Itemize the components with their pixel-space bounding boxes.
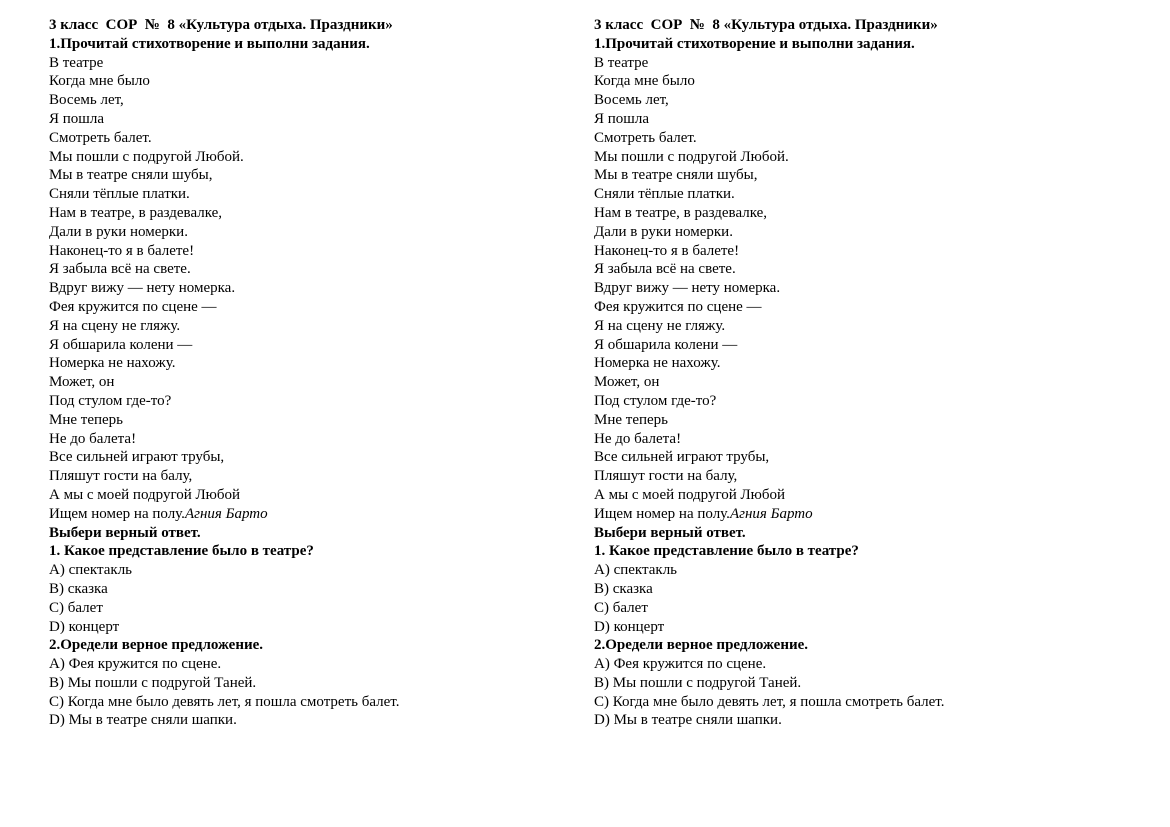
text-run: Пляшут гости на балу, [594, 468, 738, 485]
text-run: Мы пошли с подругой Любой. [594, 148, 789, 165]
text-run: Я обшарила колени — [594, 336, 738, 353]
text-line [49, 166, 579, 185]
text-line [49, 223, 579, 242]
text-run: 3 класс СОР № 8 «Культура отдыха. Праздники» [49, 17, 393, 33]
text-run: Номерка не нахожу. [49, 355, 176, 372]
text-line [594, 467, 1124, 486]
text-run: Мне теперь [49, 411, 124, 428]
text-line [49, 561, 579, 580]
text-run: А) Фея кружится по сцене. [594, 656, 767, 673]
text-line [49, 655, 579, 674]
text-line [594, 204, 1124, 223]
text-line [49, 260, 579, 279]
text-run: Все сильней играют трубы, [49, 449, 225, 466]
text-run: Под стулом где-то? [594, 392, 717, 409]
text-run: А мы с моей подругой Любой [594, 486, 786, 503]
text-run: Я пошла [594, 110, 649, 127]
text-run: Смотреть балет. [49, 129, 152, 146]
text-line [49, 242, 579, 261]
text-line [49, 317, 579, 336]
text-line [594, 430, 1124, 449]
text-run: Когда мне было [49, 73, 150, 90]
text-line [594, 561, 1124, 580]
text-run: Наконец-то я в балете! [594, 242, 740, 259]
text-run: Не до балета! [594, 430, 682, 447]
text-run: Сняли тёплые платки. [49, 186, 190, 203]
text-run: В) сказка [49, 580, 108, 597]
text-line [594, 411, 1124, 430]
text-run: Восемь лет, [594, 92, 669, 109]
text-line [594, 166, 1124, 185]
text-run: 1. Какое представление было в театре? [594, 543, 859, 560]
text-run: Ищем номер на полу. [594, 505, 730, 522]
text-line [49, 636, 579, 655]
text-run: Вдруг вижу — нету номерка. [49, 280, 236, 297]
author-name: Агния Барто [729, 505, 813, 522]
text-line [49, 54, 579, 73]
text-line [594, 674, 1124, 693]
text-run: D) концерт [594, 618, 665, 635]
text-run: Пляшут гости на балу, [49, 468, 193, 485]
text-run: D) концерт [49, 618, 120, 635]
text-line [594, 392, 1124, 411]
text-run: Вдруг вижу — нету номерка. [594, 280, 781, 297]
text-line [594, 185, 1124, 204]
text-line [594, 298, 1124, 317]
text-run: В театре [594, 54, 649, 71]
text-line [49, 16, 579, 35]
text-run: D) Мы в театре сняли шапки. [49, 712, 237, 729]
text-line [49, 542, 579, 561]
text-line [49, 711, 579, 730]
text-line [594, 317, 1124, 336]
text-line [594, 72, 1124, 91]
text-run: Фея кружится по сцене — [49, 298, 217, 315]
text-line [49, 618, 579, 637]
text-run: Смотреть балет. [594, 129, 697, 146]
text-line [594, 91, 1124, 110]
text-run: А) Фея кружится по сцене. [49, 656, 222, 673]
text-run: Ищем номер на полу. [49, 505, 185, 522]
text-line [594, 486, 1124, 505]
text-run: Я забыла всё на свете. [49, 261, 191, 278]
text-run: Нам в театре, в раздевалке, [49, 204, 223, 221]
text-line [594, 636, 1124, 655]
text-run: Наконец-то я в балете! [49, 242, 195, 259]
text-run: Я забыла всё на свете. [594, 261, 736, 278]
text-line [594, 505, 1124, 524]
text-line [49, 72, 579, 91]
text-run: В театре [49, 54, 104, 71]
text-line [594, 580, 1124, 599]
text-run: А мы с моей подругой Любой [49, 486, 241, 503]
text-run: Под стулом где-то? [49, 392, 172, 409]
text-line [49, 486, 579, 505]
text-run: Все сильней играют трубы, [594, 449, 770, 466]
text-line [594, 279, 1124, 298]
worksheet-column-right [594, 16, 1124, 730]
text-line [594, 618, 1124, 637]
text-run: Может, он [49, 374, 115, 391]
text-line [594, 711, 1124, 730]
text-line [49, 693, 579, 712]
text-run: В) сказка [594, 580, 653, 597]
text-line [49, 392, 579, 411]
text-line [49, 110, 579, 129]
text-run: 1. Какое представление было в театре? [49, 543, 314, 560]
text-line [594, 373, 1124, 392]
text-run: Не до балета! [49, 430, 137, 447]
text-line [49, 91, 579, 110]
text-line [594, 336, 1124, 355]
text-line [49, 599, 579, 618]
text-line [49, 354, 579, 373]
text-run: Дали в руки номерки. [49, 223, 188, 240]
text-line [49, 674, 579, 693]
text-line [49, 148, 579, 167]
text-run: А) спектакль [594, 562, 678, 579]
text-run: Я на сцену не гляжу. [594, 317, 726, 334]
author-name: Агния Барто [184, 505, 268, 522]
text-run: 2.Оредели верное предложение. [594, 637, 809, 654]
text-run: Восемь лет, [49, 92, 124, 109]
worksheet-column-left [49, 16, 579, 730]
text-line [594, 354, 1124, 373]
text-line [49, 204, 579, 223]
text-run: Мы пошли с подругой Любой. [49, 148, 244, 165]
text-line [49, 336, 579, 355]
text-run: Может, он [594, 374, 660, 391]
text-run: С) Когда мне было девять лет, я пошла смотреть балет. [49, 693, 400, 710]
text-line [49, 467, 579, 486]
text-run: Выбери верный ответ. [594, 524, 746, 541]
text-line [594, 242, 1124, 261]
text-line [49, 185, 579, 204]
text-run: 2.Оредели верное предложение. [49, 637, 264, 654]
text-line [594, 655, 1124, 674]
text-line [594, 693, 1124, 712]
text-line [594, 35, 1124, 54]
text-run: Мне теперь [594, 411, 669, 428]
text-line [49, 524, 579, 543]
text-run: А) спектакль [49, 562, 133, 579]
text-run: С) Когда мне было девять лет, я пошла смотреть балет. [594, 693, 945, 710]
text-line [49, 279, 579, 298]
text-run: В) Мы пошли с подругой Таней. [594, 674, 802, 691]
text-line [49, 430, 579, 449]
text-line [49, 35, 579, 54]
text-run: Я обшарила колени — [49, 336, 193, 353]
text-line [594, 16, 1124, 35]
text-run: Я пошла [49, 110, 104, 127]
text-line [49, 448, 579, 467]
text-run: Фея кружится по сцене — [594, 298, 762, 315]
text-line [594, 223, 1124, 242]
text-line [594, 599, 1124, 618]
text-run: Сняли тёплые платки. [594, 186, 735, 203]
text-line [594, 260, 1124, 279]
text-line [594, 524, 1124, 543]
text-line [49, 411, 579, 430]
text-line [594, 54, 1124, 73]
text-run: Мы в театре сняли шубы, [49, 167, 213, 184]
text-line [49, 580, 579, 599]
text-line [594, 542, 1124, 561]
text-run: В) Мы пошли с подругой Таней. [49, 674, 257, 691]
text-line [49, 129, 579, 148]
text-run: Я на сцену не гляжу. [49, 317, 181, 334]
text-line [594, 448, 1124, 467]
text-run: Номерка не нахожу. [594, 355, 721, 372]
text-run: Нам в театре, в раздевалке, [594, 204, 768, 221]
text-run: 1.Прочитай стихотворение и выполни задания. [594, 35, 915, 52]
text-run: Мы в театре сняли шубы, [594, 167, 758, 184]
text-run: Выбери верный ответ. [49, 524, 201, 541]
text-run: D) Мы в театре сняли шапки. [594, 712, 782, 729]
text-line [594, 129, 1124, 148]
text-line [594, 110, 1124, 129]
text-run: Дали в руки номерки. [594, 223, 733, 240]
text-run: 1.Прочитай стихотворение и выполни задания. [49, 35, 370, 52]
text-line [49, 373, 579, 392]
text-line [49, 298, 579, 317]
text-run: С) балет [49, 599, 103, 616]
text-run: С) балет [594, 599, 648, 616]
text-run: 3 класс СОР № 8 «Культура отдыха. Праздники» [594, 17, 938, 33]
text-run: Когда мне было [594, 73, 695, 90]
text-line [594, 148, 1124, 167]
text-line [49, 505, 579, 524]
